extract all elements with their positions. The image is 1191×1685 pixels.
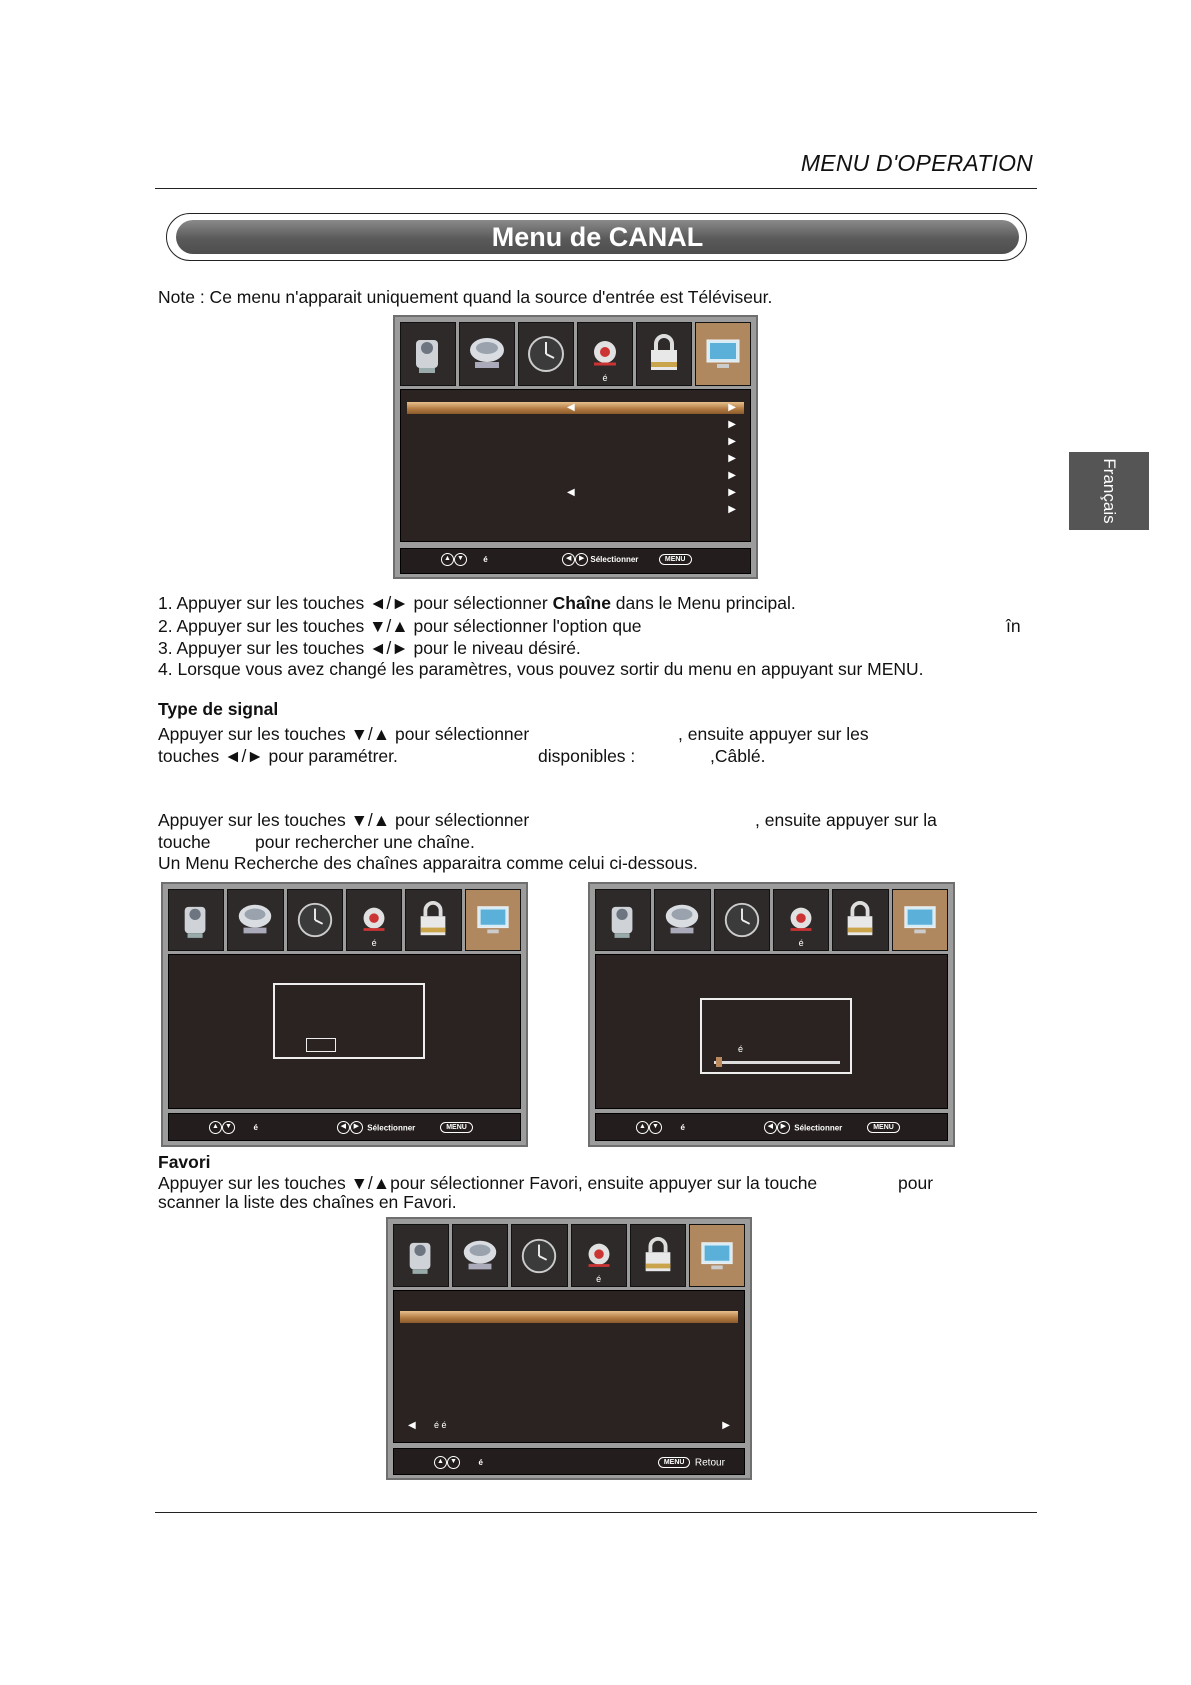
step-4: 4. Lorsque vous avez changé les paramètres, vous pouvez sortir du menu en appuyant sur MENU.: [158, 659, 924, 679]
menu-button-icon: MENU: [867, 1122, 900, 1133]
menu-button-icon: MENU: [658, 1457, 691, 1468]
favori-line-1b: pour: [898, 1173, 934, 1193]
osd-footer: [400, 548, 751, 574]
lock-icon: [832, 889, 888, 951]
scan-progress-bar: [714, 1061, 840, 1064]
scan-line-2b: pour rechercher une chaîne.: [255, 832, 475, 852]
favori-line-2: scanner la liste des chaînes en Favori.: [158, 1192, 457, 1212]
osd-footer: [168, 1113, 521, 1141]
step-1: [158, 593, 796, 615]
signal-line-2a: touches ◄/► pour paramétrer.: [158, 746, 398, 766]
lock-icon: [630, 1224, 686, 1287]
right-arrow-icon: ▶: [728, 453, 736, 464]
footer-select-label: Sélectionner: [367, 1123, 416, 1133]
footer-caption: é: [483, 555, 488, 564]
right-button-icon: ▶: [777, 1121, 790, 1134]
signal-heading: Type de signal: [158, 699, 279, 719]
scan-line-2a: touche: [158, 832, 211, 852]
signal-line-1b: , ensuite appuyer sur les: [678, 724, 869, 744]
right-arrow-icon: ▶: [728, 470, 736, 481]
osd-dialog-area: [595, 954, 948, 1109]
note-text: Note : Ce menu n'apparait uniquement quand la source d'entrée est Téléviseur.: [158, 287, 773, 307]
scan-line-1a: Appuyer sur les touches ▼/▲ pour sélectionner: [158, 810, 530, 830]
scan-progress-knob: [716, 1057, 722, 1067]
sound-icon: [227, 889, 283, 951]
language-tab: [1069, 452, 1149, 530]
clock-icon: [287, 889, 343, 951]
right-arrow-icon: ▶: [728, 419, 736, 430]
channel-tv-icon: [695, 322, 751, 386]
osd-icon-bar: [400, 322, 751, 386]
camera-icon: [168, 889, 224, 951]
right-button-icon: ▶: [575, 553, 588, 566]
footer-caption: é: [253, 1123, 258, 1133]
setup-gear-icon: [571, 1224, 627, 1287]
left-arrow-icon: ◀: [567, 487, 575, 498]
icon-caption: é: [371, 938, 377, 948]
icon-caption: é: [798, 938, 804, 948]
scan-progress-dialog: [700, 998, 852, 1074]
osd-favourite-list: [386, 1217, 752, 1480]
osd-channel-menu: [393, 315, 758, 579]
lock-icon: [636, 322, 692, 386]
footer-return-label: Retour: [694, 1457, 725, 1469]
camera-icon: [393, 1224, 449, 1287]
clock-icon: [714, 889, 770, 951]
lock-icon: [405, 889, 461, 951]
right-arrow-icon: ▶: [722, 1420, 730, 1431]
icon-caption: é: [596, 1274, 602, 1284]
down-button-icon: ▼: [447, 1456, 460, 1469]
icon-caption: é: [602, 373, 608, 383]
setup-gear-icon: [577, 322, 633, 386]
channel-tv-icon: [892, 889, 948, 951]
right-arrow-icon: ▶: [728, 402, 736, 413]
footer-rule: [155, 1512, 1037, 1513]
menu-button-icon: MENU: [440, 1122, 473, 1133]
progress-caption: é: [738, 1044, 744, 1054]
scan-line-3: Un Menu Recherche des chaînes apparaitra comme celui ci-dessous.: [158, 853, 698, 873]
left-button-icon: ◀: [562, 553, 575, 566]
up-button-icon: ▲: [441, 553, 454, 566]
scan-line-1b: , ensuite appuyer sur la: [755, 810, 937, 830]
dialog-button[interactable]: [306, 1038, 336, 1052]
osd-scan-progress: [588, 882, 955, 1147]
step-1-text-end: dans le Menu principal.: [610, 593, 796, 613]
step-2-tail: în: [1006, 616, 1021, 636]
up-button-icon: ▲: [636, 1121, 649, 1134]
down-button-icon: ▼: [649, 1121, 662, 1134]
osd-scan-dialog: [161, 882, 528, 1147]
favourite-highlight-row[interactable]: [400, 1311, 738, 1323]
left-button-icon: ◀: [337, 1121, 350, 1134]
signal-line-2c: ,Câblé.: [710, 746, 766, 766]
channel-tv-icon: [689, 1224, 745, 1287]
page-header-title: MENU D'OPERATION: [800, 150, 1033, 176]
osd-footer: [595, 1113, 948, 1141]
osd-icon-bar: [393, 1224, 745, 1287]
setup-gear-icon: [346, 889, 402, 951]
up-button-icon: ▲: [434, 1456, 447, 1469]
step-1-bold: Chaîne: [552, 593, 611, 613]
right-arrow-icon: ▶: [728, 504, 736, 515]
osd-favourite-panel: [393, 1290, 745, 1443]
footer-caption: é: [680, 1123, 685, 1133]
footer-select-label: Sélectionner: [794, 1123, 843, 1133]
down-button-icon: ▼: [454, 553, 467, 566]
right-arrow-icon: ▶: [728, 436, 736, 447]
header-rule: [155, 188, 1037, 189]
step-3: 3. Appuyer sur les touches ◄/► pour le niveau désiré.: [158, 638, 581, 658]
left-arrow-icon: ◀: [408, 1420, 416, 1431]
osd-footer: [393, 1448, 745, 1475]
up-button-icon: ▲: [209, 1121, 222, 1134]
favori-line-1a: Appuyer sur les touches ▼/▲pour sélectionner Favori, ensuite appuyer sur la touche: [158, 1173, 818, 1193]
signal-line-2b: disponibles :: [538, 746, 636, 766]
camera-icon: [400, 322, 456, 386]
section-title: Menu de CANAL: [176, 220, 1019, 254]
scan-confirm-dialog: [273, 983, 425, 1059]
camera-icon: [595, 889, 651, 951]
footer-select-label: Sélectionner: [590, 555, 639, 564]
right-button-icon: ▶: [350, 1121, 363, 1134]
menu-highlight-row[interactable]: [407, 402, 744, 414]
signal-line-1a: Appuyer sur les touches ▼/▲ pour sélectionner: [158, 724, 530, 744]
sound-icon: [459, 322, 515, 386]
footer-caption: é: [478, 1458, 483, 1468]
right-arrow-icon: ▶: [728, 487, 736, 498]
clock-icon: [511, 1224, 567, 1287]
osd-dialog-area: [168, 954, 521, 1109]
sound-icon: [654, 889, 710, 951]
favori-heading: Favori: [158, 1152, 211, 1172]
left-arrow-icon: ◀: [567, 402, 575, 413]
channel-tv-icon: [465, 889, 521, 951]
down-button-icon: ▼: [222, 1121, 235, 1134]
language-tab-label: Français: [1100, 458, 1119, 524]
step-2: 2. Appuyer sur les touches ▼/▲ pour sélectionner l'option que: [158, 616, 642, 636]
setup-gear-icon: [773, 889, 829, 951]
osd-icon-bar: [168, 889, 521, 951]
osd-icon-bar: [595, 889, 948, 951]
left-button-icon: ◀: [764, 1121, 777, 1134]
sound-icon: [452, 1224, 508, 1287]
step-1-text: 1. Appuyer sur les touches ◄/► pour sélectionner: [158, 593, 553, 613]
clock-icon: [518, 322, 574, 386]
page-caption: é é: [434, 1420, 447, 1430]
menu-button-icon: MENU: [659, 554, 692, 565]
osd-menu-list: [400, 389, 751, 542]
